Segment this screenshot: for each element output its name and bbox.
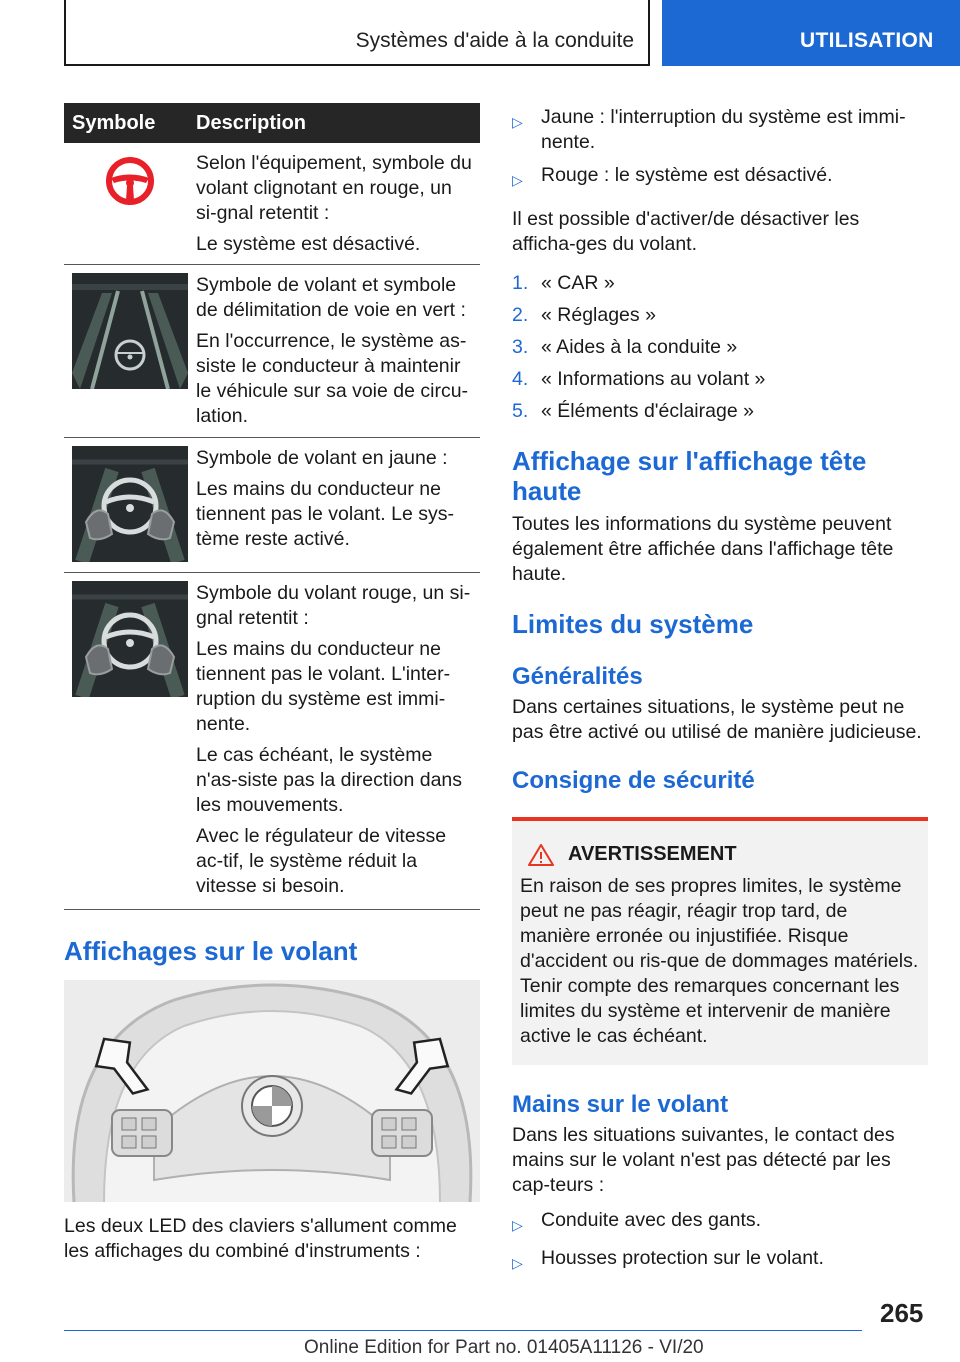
- led-caption: Les deux LED des claviers s'allument comme les affichages du combiné d'instruments :: [64, 1215, 457, 1262]
- steering-wheel-illustration: [64, 980, 480, 1202]
- list-item: [512, 163, 928, 193]
- intro-text: Il est possible d'activer/de désactiver les afficha-ges du volant.: [512, 208, 860, 255]
- list-item-text: Jaune : l'interruption du système est immi-nente.: [541, 106, 906, 153]
- row-text: Symbole de volant en jaune :: [196, 447, 448, 469]
- step-number: 3.: [512, 336, 529, 358]
- step-text: « CAR »: [541, 272, 615, 294]
- header-chapter-label: UTILISATION: [800, 29, 934, 52]
- step-item: [512, 303, 928, 328]
- table-row: [64, 573, 480, 910]
- table-row: [64, 438, 480, 573]
- list-item: [512, 1208, 928, 1238]
- right-column: [512, 105, 928, 1284]
- row-text: Avec le régulateur de vitesse ac-tif, le système réduit la vitesse si besoin.: [196, 825, 447, 897]
- list-item: [512, 105, 928, 155]
- step-text: « Éléments d'éclairage »: [541, 400, 754, 422]
- hands-on-wheel-yellow-icon: [72, 446, 188, 562]
- step-item: [512, 399, 928, 424]
- row-text: Symbole du volant rouge, un si-gnal retentit :: [196, 582, 471, 629]
- bullet-marker: ▷: [512, 172, 523, 188]
- bullet-marker: ▷: [512, 1217, 523, 1233]
- hands-text: Dans les situations suivantes, le contact des mains sur le volant n'est pas détecté par les cap-teurs :: [512, 1124, 895, 1196]
- lane-green-wheel-icon: [72, 273, 188, 389]
- list-item: [512, 1246, 928, 1276]
- row-text: Le cas échéant, le système n'as-siste pas la direction dans les mouvements.: [196, 744, 463, 816]
- table-header: [64, 103, 480, 143]
- header-section-title: Systèmes d'aide à la conduite: [355, 29, 634, 52]
- heading-steering-displays: Affichages sur le volant: [64, 936, 358, 966]
- step-item: [512, 335, 928, 360]
- row-text: Symbole de volant et symbole de délimitation de voie en vert :: [196, 274, 466, 321]
- table-row: [64, 143, 480, 265]
- hud-text: Toutes les informations du système peuvent également être affichée dans l'affichage tête haute.: [512, 513, 894, 585]
- steering-wheel-red-icon: [72, 151, 188, 211]
- heading-general: Généralités: [512, 663, 643, 690]
- step-number: 2.: [512, 304, 529, 326]
- step-number: 1.: [512, 272, 529, 294]
- step-text: « Informations au volant »: [541, 368, 766, 390]
- table-header-description: Description: [196, 112, 307, 134]
- bullet-marker: ▷: [512, 1255, 523, 1271]
- footer-divider: [64, 1330, 862, 1331]
- table-row: [64, 265, 480, 438]
- heading-safety: Consigne de sécurité: [512, 767, 755, 794]
- row-text: Les mains du conducteur ne tiennent pas le volant. L'inter-ruption du système est immi-nente.: [196, 638, 451, 735]
- step-number: 5.: [512, 400, 529, 422]
- list-item-text: Rouge : le système est désactivé.: [541, 164, 833, 186]
- step-number: 4.: [512, 368, 529, 390]
- general-text: Dans certaines situations, le système peut ne pas être activé ou utilisé de manière judicieuse.: [512, 696, 922, 743]
- warning-triangle-icon: [528, 844, 554, 866]
- warning-box: [512, 817, 928, 1065]
- page-number: 265: [880, 1298, 924, 1328]
- header-chapter-tab: [662, 0, 960, 66]
- heading-system-limits: Limites du système: [512, 609, 754, 639]
- header-section-box: [64, 0, 650, 66]
- list-item-text: Housses protection sur le volant.: [541, 1247, 824, 1269]
- heading-hands-on-wheel: Mains sur le volant: [512, 1091, 729, 1118]
- left-column: [64, 103, 480, 1264]
- row-text: Le système est désactivé.: [196, 233, 421, 255]
- row-text: Selon l'équipement, symbole du volant clignotant en rouge, un si-gnal retentit :: [196, 152, 472, 224]
- row-text: Les mains du conducteur ne tiennent pas le volant. Le sys-tème reste activé.: [196, 478, 454, 550]
- step-text: « Aides à la conduite »: [541, 336, 738, 358]
- warning-text: En raison de ses propres limites, le système peut ne pas réagir, réagir trop tard, de manière erronée ou injustifiée. Risque d'accident ou ris-que de dommages matériels. Tenir compte des remarques concernant les limites du système et intervenir de manière active le cas échéant.: [520, 875, 919, 1047]
- warning-title: AVERTISSEMENT: [568, 843, 737, 865]
- step-item: [512, 367, 928, 392]
- list-item-text: Conduite avec des gants.: [541, 1209, 762, 1231]
- row-text: En l'occurrence, le système as-siste le conducteur à maintenir le véhicule sur sa voie de circu-lation.: [196, 330, 469, 427]
- table-header-symbol: Symbole: [72, 112, 156, 134]
- heading-hud: Affichage sur l'affichage tête haute: [512, 446, 867, 506]
- step-text: « Réglages »: [541, 304, 656, 326]
- bullet-marker: ▷: [512, 114, 523, 130]
- hands-on-wheel-red-icon: [72, 581, 188, 697]
- footer-edition: Online Edition for Part no. 01405A11126 - VI/20: [304, 1337, 704, 1358]
- step-item: [512, 271, 928, 296]
